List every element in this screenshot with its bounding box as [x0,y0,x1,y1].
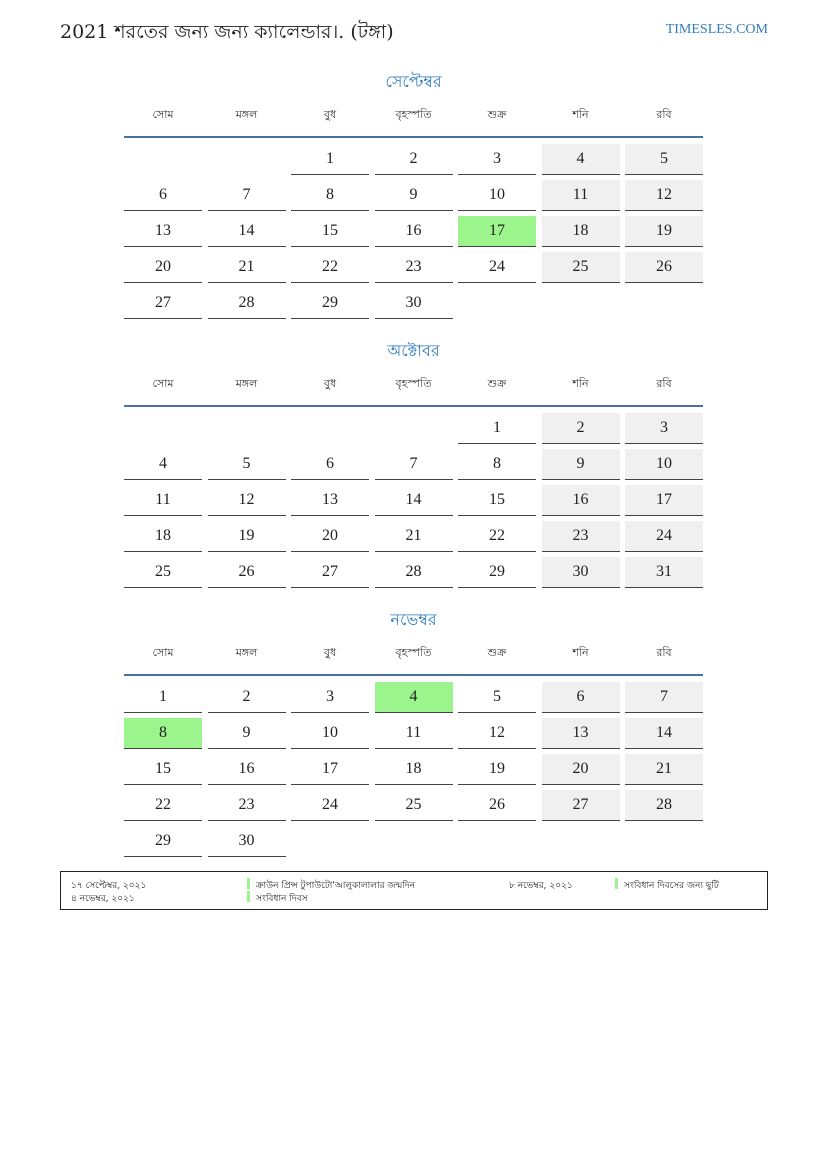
day-cell: 25 [124,557,202,588]
day-cell: 6 [291,449,369,480]
day-cell: 13 [291,485,369,516]
day-cell: 27 [291,557,369,588]
day-cell: 3 [625,413,703,444]
holiday-day-cell: 17 [458,216,536,247]
day-cell: 30 [375,288,453,319]
weekday-label: বৃহস্পতি [395,646,432,659]
day-cell: 29 [458,557,536,588]
month-title: সেপ্টেম্বর [385,72,442,91]
weekday-header-row [124,642,703,676]
day-cell: 7 [375,449,453,480]
weekday-label: বুধ [323,377,337,390]
day-cell: 28 [375,557,453,588]
day-cell: 21 [375,521,453,552]
weekday-label: শুক্র [487,646,507,659]
day-cell: 15 [124,754,202,785]
day-cell: 24 [291,790,369,821]
day-cell: 11 [375,718,453,749]
day-cell: 24 [458,252,536,283]
month-title: নভেম্বর [390,610,437,629]
day-cell: 26 [625,252,703,283]
day-cell: 29 [291,288,369,319]
weekday-label: রবি [656,646,672,659]
weekday-label: মঙ্গল [235,646,258,659]
day-cell: 2 [375,144,453,175]
page-header [60,18,768,46]
weekday-label: শুক্র [487,108,507,121]
day-cell: 12 [625,180,703,211]
day-cell: 20 [542,754,620,785]
page-title: 2021 শরতের জন্য জন্য ক্যালেন্ডার।. (টঙ্গা) [60,21,394,43]
day-cell: 23 [375,252,453,283]
day-cell: 21 [208,252,286,283]
day-cell: 9 [542,449,620,480]
day-cell: 1 [124,682,202,713]
holiday-day-cell: 4 [375,682,453,713]
weekday-label: মঙ্গল [235,377,258,390]
day-cell: 8 [291,180,369,211]
weekday-label: শনি [572,646,589,659]
day-cell: 18 [124,521,202,552]
day-cell: 20 [124,252,202,283]
weekday-label: মঙ্গল [235,108,258,121]
month-october [124,340,703,580]
weekday-label: শুক্র [487,377,507,390]
day-cell: 5 [625,144,703,175]
legend-date: ১৭ সেপ্টেম্বর, ২০২১ [71,881,147,891]
day-cell: 9 [208,718,286,749]
day-cell: 6 [124,180,202,211]
day-cell: 4 [542,144,620,175]
day-cell: 7 [208,180,286,211]
day-cell: 12 [208,485,286,516]
day-cell: 19 [208,521,286,552]
month-title: অক্টোবর [387,341,440,360]
day-cell: 30 [208,826,286,857]
day-cell: 14 [375,485,453,516]
day-cell: 10 [458,180,536,211]
weekday-label: রবি [656,108,672,121]
day-cell: 24 [625,521,703,552]
day-cell: 22 [291,252,369,283]
day-cell: 27 [124,288,202,319]
day-cell: 5 [208,449,286,480]
day-cell: 6 [542,682,620,713]
weekday-label: রবি [656,377,672,390]
day-cell: 28 [208,288,286,319]
day-cell: 16 [208,754,286,785]
day-cell: 5 [458,682,536,713]
day-cell: 4 [124,449,202,480]
day-cell: 14 [208,216,286,247]
weekday-label: সোম [152,108,174,121]
day-cell: 18 [542,216,620,247]
day-cell: 28 [625,790,703,821]
day-cell: 10 [625,449,703,480]
day-cell: 2 [542,413,620,444]
holiday-color-marker [615,878,618,889]
weekday-label: বুধ [323,108,337,121]
day-cell: 25 [542,252,620,283]
weekday-label: বৃহস্পতি [395,377,432,390]
day-cell: 16 [542,485,620,516]
day-cell: 13 [542,718,620,749]
day-cell: 23 [542,521,620,552]
day-cell: 2 [208,682,286,713]
day-cell: 3 [291,682,369,713]
day-cell: 17 [625,485,703,516]
day-cell: 19 [625,216,703,247]
legend-label: সংবিধান দিবসের জন্য ছুটি [624,881,719,891]
weekday-label: শনি [572,108,589,121]
day-cell: 29 [124,826,202,857]
day-cell: 31 [625,557,703,588]
day-cell: 21 [625,754,703,785]
day-cell: 14 [625,718,703,749]
weekday-label: বুধ [323,646,337,659]
day-cell: 27 [542,790,620,821]
day-cell: 25 [375,790,453,821]
legend-label: ক্রাউন প্রিন্স টুপাউটো'আলুকালালার জন্মদিন [256,881,415,891]
legend-label: সংবিধান দিবস [256,894,308,904]
day-cell: 7 [625,682,703,713]
day-cell: 11 [124,485,202,516]
day-cell: 10 [291,718,369,749]
day-cell: 1 [458,413,536,444]
day-cell: 22 [124,790,202,821]
month-november [124,609,703,849]
day-cell: 23 [208,790,286,821]
day-cell: 26 [458,790,536,821]
day-cell: 3 [458,144,536,175]
weekday-header-row [124,104,703,138]
day-cell: 13 [124,216,202,247]
weekday-label: সোম [152,377,174,390]
holiday-legend [60,871,768,910]
day-cell: 12 [458,718,536,749]
month-september [124,71,703,311]
holiday-color-marker [247,891,250,902]
site-link[interactable]: TIMESLES.COM [665,22,768,37]
day-cell: 15 [458,485,536,516]
legend-date: ৮ নভেম্বর, ২০২১ [509,881,573,891]
weekday-label: বৃহস্পতি [395,108,432,121]
day-cell: 16 [375,216,453,247]
weekday-header-row [124,373,703,407]
holiday-day-cell: 8 [124,718,202,749]
day-cell: 30 [542,557,620,588]
day-cell: 19 [458,754,536,785]
weekday-label: শনি [572,377,589,390]
legend-date: ৪ নভেম্বর, ২০২১ [71,894,135,904]
day-cell: 22 [458,521,536,552]
day-cell: 26 [208,557,286,588]
day-cell: 11 [542,180,620,211]
day-cell: 17 [291,754,369,785]
day-cell: 8 [458,449,536,480]
day-cell: 18 [375,754,453,785]
day-cell: 1 [291,144,369,175]
holiday-color-marker [247,878,250,889]
day-cell: 9 [375,180,453,211]
day-cell: 15 [291,216,369,247]
day-cell: 20 [291,521,369,552]
weekday-label: সোম [152,646,174,659]
